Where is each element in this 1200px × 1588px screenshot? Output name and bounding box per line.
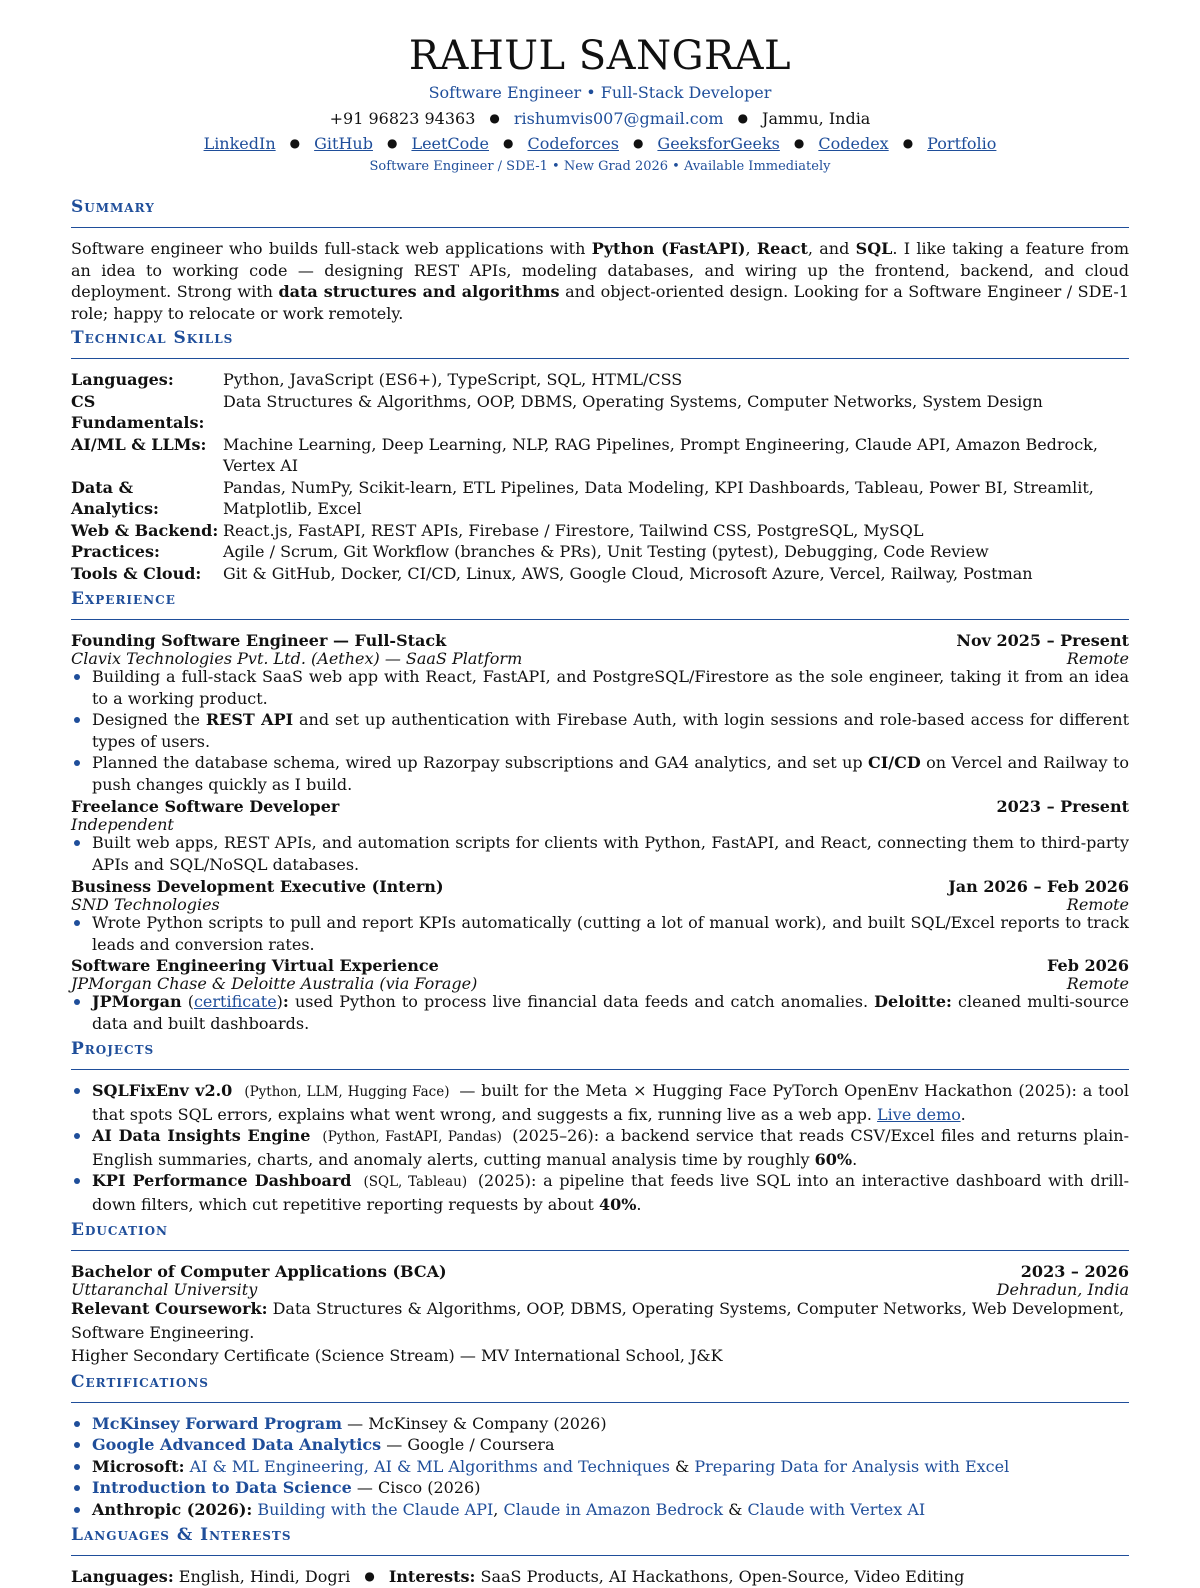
resume-page	[71, 30, 1129, 1588]
project-tail: .	[636, 1194, 642, 1214]
cert-sep: &	[669, 1456, 695, 1476]
skill-key: Data & Analytics:	[71, 477, 159, 518]
skill-key: Languages:	[71, 370, 174, 389]
job-date: 2023 – Present	[996, 797, 1129, 816]
experience-section	[71, 588, 1129, 1034]
bullet-separator: ●	[364, 1569, 375, 1583]
skill-key: AI/ML & LLMs:	[71, 434, 207, 454]
bullet-separator: ●	[737, 111, 749, 125]
project-name: KPI Performance Dashboard	[92, 1171, 352, 1190]
summary-bold: SQL	[855, 239, 893, 258]
cert-link[interactable]: McKinsey Forward Program	[92, 1413, 343, 1433]
project-metric: 60%	[814, 1149, 853, 1169]
section-title-skills: Technical Skills	[71, 327, 1129, 359]
codedex-link[interactable]: Codedex	[818, 134, 889, 153]
profile-links	[71, 131, 1129, 156]
summary-part: and object-oriented design. Looking for a Software Engineer / SDE-1 role; happy to relocate or work remotely.	[71, 282, 1130, 323]
bullet-dot	[74, 717, 80, 723]
job-location: Remote	[1066, 649, 1129, 668]
bullet-text: Built web apps, REST APIs, and automation scripts for clients with Python, FastAPI, and React, connecting them to third-party APIs and SQL/NoSQL databases.	[92, 833, 1129, 874]
bullet-dot	[74, 674, 80, 680]
bullet-separator: ●	[503, 136, 514, 150]
cert-link[interactable]: AI & ML Engineering, AI & ML Algorithms and Techniques	[189, 1456, 670, 1476]
cert-link[interactable]: Preparing Data for Analysis with Excel	[694, 1456, 1010, 1476]
project-list	[71, 1080, 1129, 1215]
skill-key: Practices:	[71, 542, 160, 561]
cert-issuer: — Cisco (2026)	[351, 1478, 481, 1497]
portfolio-link[interactable]: Portfolio	[927, 134, 997, 153]
bullet-dot	[74, 1088, 80, 1094]
resume-header	[71, 30, 1129, 176]
job-entry	[71, 796, 1129, 875]
github-link[interactable]: GitHub	[314, 134, 373, 153]
job-bullets	[71, 912, 1129, 955]
cert-org: Microsoft:	[92, 1456, 185, 1476]
job-org: JPMorgan Chase & Deloitte Australia (via Forage)	[71, 974, 478, 993]
bullet-text: and set up authentication with Firebase Auth, with login sessions and role-based access for different types of users.	[92, 710, 1129, 751]
skill-key: Web & Backend:	[71, 520, 219, 540]
location: Jammu, India	[762, 109, 871, 128]
project-metric: 40%	[598, 1194, 637, 1214]
education-section	[71, 1219, 1129, 1368]
leetcode-link[interactable]: LeetCode	[411, 134, 490, 153]
list-item	[71, 1434, 1129, 1456]
skills-section	[71, 327, 1129, 584]
project-tech: (SQL, Tableau)	[363, 1174, 468, 1190]
bullet-dot	[74, 1421, 80, 1427]
job-entry	[71, 876, 1129, 955]
skill-key: CS Fundamentals:	[71, 391, 205, 432]
bullet-text: Wrote Python scripts to pull and report KPIs automatically (cutting a lot of manual work), and built SQL/Excel reports to track leads and conversion rates.	[92, 913, 1129, 954]
list-item	[71, 832, 1129, 875]
tagline: Software Engineer • Full-Stack Developer	[428, 83, 772, 102]
languages-label: Languages:	[71, 1567, 174, 1586]
certificate-link[interactable]: certificate	[193, 992, 277, 1011]
job-date: Nov 2025 – Present	[956, 631, 1129, 650]
job-org: SND Technologies	[71, 895, 220, 914]
project-name: SQLFixEnv v2.0	[92, 1081, 233, 1100]
education-date: 2023 – 2026	[1020, 1262, 1129, 1281]
bullet-bold: CI/CD	[868, 753, 921, 772]
languages-interests-line	[71, 1566, 1129, 1588]
cert-sep: ,	[493, 1499, 504, 1519]
project-tail: .	[960, 1104, 966, 1124]
bullet-dot	[74, 1442, 80, 1448]
list-item	[71, 752, 1129, 795]
list-item	[71, 666, 1129, 709]
bullet-dot	[74, 1178, 80, 1184]
skill-key: Tools & Cloud:	[71, 563, 202, 583]
job-org: Independent	[71, 815, 174, 834]
summary-part: Software engineer who builds full-stack web applications with	[71, 239, 592, 258]
project-tech: (Python, LLM, Hugging Face)	[244, 1084, 450, 1100]
cert-link[interactable]: Introduction to Data Science	[92, 1478, 352, 1497]
summary-text	[71, 238, 1129, 324]
bullet-bold: JPMorgan	[92, 992, 182, 1011]
cert-sep: &	[723, 1499, 748, 1519]
candidate-name: RAHUL SANGRAL	[408, 33, 792, 79]
project-tail: .	[852, 1149, 858, 1169]
bullet-text: cleaned multi-source data and built dashboards.	[92, 992, 1130, 1033]
project-tech: (Python, FastAPI, Pandas)	[322, 1129, 502, 1145]
section-title-education: Education	[71, 1219, 1129, 1251]
cert-issuer: — McKinsey & Company (2026)	[342, 1413, 607, 1433]
cert-org: Anthropic (2026):	[92, 1499, 253, 1519]
summary-bold: React	[756, 239, 808, 258]
coursework	[71, 1297, 1129, 1344]
job-title: Founding Software Engineer — Full-Stack	[71, 631, 447, 650]
target-role: Software Engineer / SDE-1 • New Grad 2026 • Available Immediately	[369, 159, 831, 174]
section-title-languages: Languages & Interests	[71, 1524, 1129, 1556]
job-title: Business Development Executive (Intern)	[71, 877, 444, 896]
job-location: Remote	[1066, 974, 1129, 993]
cert-link[interactable]: Google Advanced Data Analytics	[92, 1435, 382, 1454]
bullet-text: Designed the	[92, 710, 206, 729]
job-entry	[71, 630, 1129, 795]
email-link[interactable]: rishumvis007@gmail.com	[513, 109, 724, 128]
cert-link[interactable]: Building with the Claude API	[257, 1499, 494, 1519]
bullet-bold: Deloitte:	[874, 992, 952, 1011]
list-item	[71, 1170, 1129, 1215]
list-item: JPMorgan (certificate): used Python to process live financial data feeds and catch anomalies. Deloitte: cleaned multi-source data and built dashboards.	[71, 991, 1129, 1034]
summary-bold: data structures and algorithms	[278, 282, 560, 301]
skills-table	[71, 369, 1129, 584]
bullet-separator: ●	[793, 136, 805, 150]
bullet-text: Planned the database schema, wired up Razorpay subscriptions and GA4 analytics, and set up	[92, 753, 869, 772]
bullet-separator: ●	[632, 136, 644, 150]
bullet-dot	[74, 1485, 80, 1491]
bullet-text: used Python to process live financial data feeds and catch anomalies.	[288, 992, 875, 1011]
contact-line	[71, 106, 1129, 131]
job-bullets	[71, 666, 1129, 795]
cert-link[interactable]: Claude in Amazon Bedrock	[503, 1499, 724, 1519]
summary-part: . I like taking a feature from an idea to working code — designing REST APIs, modeling databases, and wiring up the frontend, backend, and cloud deployment. Strong with	[71, 239, 1130, 301]
summary-part: ,	[745, 239, 757, 258]
languages-value: English, Hindi, Dogri	[173, 1567, 351, 1586]
skill-value: Python, JavaScript (ES6+), TypeScript, SQL, HTML/CSS	[223, 370, 683, 389]
skill-value: Pandas, NumPy, Scikit-learn, ETL Pipelines, Data Modeling, KPI Dashboards, Tableau, Power BI, Streamlit, Matplotlib, Excel	[223, 477, 1094, 518]
school-location: Dehradun, India	[996, 1280, 1129, 1299]
summary-part: , and	[807, 239, 856, 258]
job-title: Software Engineering Virtual Experience	[71, 956, 439, 975]
summary-section	[71, 196, 1129, 324]
job-location: Remote	[1066, 895, 1129, 914]
bullet-dot	[74, 999, 80, 1005]
skill-value: Agile / Scrum, Git Workflow (branches & PRs), Unit Testing (pytest), Debugging, Code Review	[223, 542, 989, 561]
linkedin-link[interactable]: LinkedIn	[203, 134, 276, 153]
bullet-separator: ●	[289, 136, 301, 150]
summary-bold: Python (FastAPI)	[591, 239, 746, 258]
live-demo-link[interactable]: Live demo	[877, 1104, 961, 1124]
bullet-text: on Vercel and Railway to push changes quickly as I build.	[92, 753, 1130, 794]
list-item	[71, 1080, 1129, 1125]
bullet-bold: REST API	[205, 710, 294, 729]
coursework-label: Relevant Coursework:	[71, 1299, 268, 1318]
languages-section	[71, 1524, 1129, 1588]
list-item	[71, 1413, 1129, 1435]
bullet-separator: ●	[489, 111, 500, 125]
list-item	[71, 1125, 1129, 1170]
job-org: Clavix Technologies Pvt. Ltd. (Aethex) — SaaS Platform	[71, 649, 523, 668]
bullet-dot	[74, 840, 80, 846]
interests-label: Interests:	[388, 1567, 476, 1586]
list-item	[71, 1499, 1129, 1521]
section-title-experience: Experience	[71, 588, 1129, 620]
bullet-dot	[74, 1507, 80, 1513]
job-bullets	[71, 991, 1129, 1034]
geeksforgeeks-link[interactable]: GeeksforGeeks	[657, 134, 780, 153]
cert-link[interactable]: Claude with Vertex AI	[747, 1499, 926, 1519]
interests-value: SaaS Products, AI Hackathons, Open-Source, Video Editing	[475, 1567, 965, 1586]
list-item	[71, 709, 1129, 752]
cert-issuer: — Google / Coursera	[381, 1435, 555, 1454]
codeforces-link[interactable]: Codeforces	[527, 134, 619, 153]
bullet-dot	[74, 1133, 80, 1139]
project-desc: — built for the Meta × Hugging Face PyTorch OpenEnv Hackathon (2025): a tool that spots SQL errors, explains what went wrong, and suggests a fix, running live as a web app.	[92, 1081, 1129, 1124]
job-date: Feb 2026	[1047, 956, 1129, 975]
section-title-certifications: Certifications	[71, 1371, 1129, 1403]
skill-value: React.js, FastAPI, REST APIs, Firebase / Firestore, Tailwind CSS, PostgreSQL, MySQL	[223, 520, 924, 540]
bullet-separator: ●	[902, 136, 914, 150]
bullet-dot	[74, 1464, 80, 1470]
skill-value: Machine Learning, Deep Learning, NLP, RAG Pipelines, Prompt Engineering, Claude API, Amazon Bedrock, Vertex AI	[223, 434, 1098, 475]
projects-section	[71, 1038, 1129, 1215]
list-item	[71, 1477, 1129, 1499]
project-desc: (2025–26): a backend service that reads CSV/Excel files and returns plain-English summaries, charts, and anomaly alerts, cutting manual analysis time by roughly	[92, 1126, 1130, 1169]
list-item	[71, 1456, 1129, 1478]
bullet-text: Building a full-stack SaaS web app with React, FastAPI, and PostgreSQL/Firestore as the sole engineer, taking it from an idea to a working product.	[92, 667, 1129, 708]
certifications-section	[71, 1371, 1129, 1521]
job-date: Jan 2026 – Feb 2026	[948, 877, 1129, 896]
skill-value: Data Structures & Algorithms, OOP, DBMS, Operating Systems, Computer Networks, System Design	[223, 391, 1043, 411]
school: Uttaranchal University	[71, 1280, 258, 1299]
job-bullets	[71, 832, 1129, 875]
skill-value: Git & GitHub, Docker, CI/CD, Linux, AWS, Google Cloud, Microsoft Azure, Vercel, Railway, Postman	[223, 563, 1033, 583]
degree: Bachelor of Computer Applications (BCA)	[71, 1262, 447, 1281]
section-title-summary: Summary	[71, 196, 1129, 228]
cert-list	[71, 1413, 1129, 1521]
bullet-separator: ●	[386, 136, 398, 150]
project-desc: (2025): a pipeline that feeds live SQL into an interactive dashboard with drill-down filters, which cut repetitive reporting requests by about	[92, 1171, 1130, 1214]
hsc: Higher Secondary Certificate (Science Stream) — MV International School, J&K	[71, 1346, 723, 1365]
list-item	[71, 912, 1129, 955]
phone: +91 96823 94363	[329, 109, 476, 128]
job-entry	[71, 955, 1129, 1034]
coursework-text: Data Structures & Algorithms, OOP, DBMS, Operating Systems, Computer Networks, Web Development, Software Engineering.	[71, 1299, 1125, 1342]
project-name: AI Data Insights Engine	[92, 1126, 311, 1145]
bullet-dot	[74, 920, 80, 926]
section-title-projects: Projects	[71, 1038, 1129, 1070]
bullet-dot	[74, 760, 80, 766]
job-title: Freelance Software Developer	[71, 797, 340, 816]
